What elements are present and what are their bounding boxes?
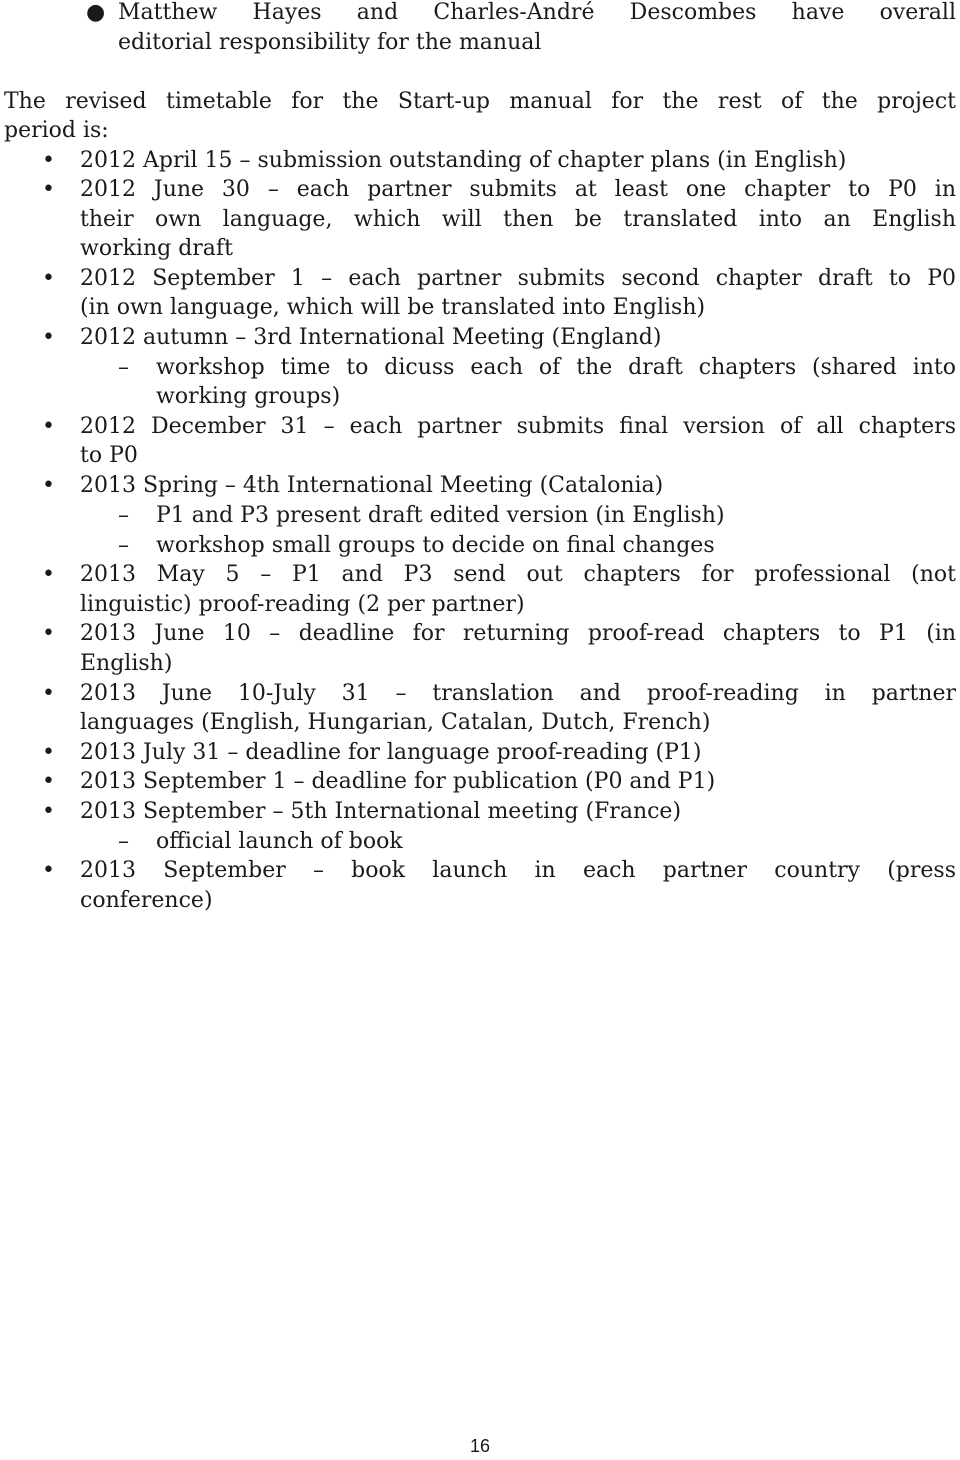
bullet-marker: • <box>42 621 55 646</box>
timetable-intro-paragraph: period is: <box>4 118 109 143</box>
timetable-item: 2012 September 1 – each partner submits second chapter draft to P0 <box>80 266 956 291</box>
timetable-item: conference) <box>80 888 213 913</box>
timetable-item: linguistic) proof-reading (2 per partner) <box>80 592 525 617</box>
bullet-marker: • <box>42 266 55 291</box>
timetable-sub-item: P1 and P3 present draft edited version (in English) <box>156 503 725 528</box>
page-number: 16 <box>469 1436 491 1456</box>
bullet-marker: • <box>42 325 55 350</box>
timetable-sub-item: workshop small groups to decide on final changes <box>156 533 715 558</box>
timetable-item: 2013 June 10-July 31 – translation and proof-reading in partner <box>80 681 956 706</box>
timetable-item: 2013 June 10 – deadline for returning proof-read chapters to P1 (in <box>80 621 956 646</box>
timetable-item: 2012 April 15 – submission outstanding of chapter plans (in English) <box>80 148 847 173</box>
editorial-responsibility-line: Matthew Hayes and Charles-André Descombes have overall <box>118 0 956 25</box>
bullet-marker: • <box>42 177 55 202</box>
timetable-item: 2013 May 5 – P1 and P3 send out chapters for professional (not <box>80 562 956 587</box>
timetable-item: their own language, which will then be translated into an English <box>80 207 956 232</box>
timetable-sub-item: workshop time to dicuss each of the draft chapters (shared into <box>156 355 956 380</box>
timetable-item: languages (English, Hungarian, Catalan, Dutch, French) <box>80 710 711 735</box>
bullet-marker: • <box>42 769 55 794</box>
bullet-marker: • <box>42 473 55 498</box>
bullet-marker: • <box>42 562 55 587</box>
bullet-marker: • <box>42 858 55 883</box>
sub-item-dash: – <box>118 829 129 854</box>
bullet-marker: • <box>42 148 55 173</box>
sub-item-dash: – <box>118 355 129 380</box>
timetable-sub-item: official launch of book <box>156 829 403 854</box>
timetable-item: 2013 July 31 – deadline for language proof-reading (P1) <box>80 740 702 765</box>
timetable-item: 2013 September 1 – deadline for publication (P0 and P1) <box>80 769 716 794</box>
bullet-marker: • <box>42 740 55 765</box>
sub-item-dash: – <box>118 533 129 558</box>
editorial-responsibility-line: editorial responsibility for the manual <box>118 30 542 55</box>
bullet-marker: • <box>42 681 55 706</box>
timetable-item: 2013 Spring – 4th International Meeting (Catalonia) <box>80 473 664 498</box>
timetable-item: 2012 autumn – 3rd International Meeting (England) <box>80 325 662 350</box>
timetable-item: (in own language, which will be translated into English) <box>80 295 706 320</box>
sub-item-dash: – <box>118 503 129 528</box>
timetable-item: 2012 December 31 – each partner submits final version of all chapters <box>80 414 956 439</box>
bullet-marker: • <box>42 799 55 824</box>
bullet-marker: • <box>42 414 55 439</box>
timetable-sub-item: working groups) <box>156 384 341 409</box>
bullet-marker: ● <box>86 0 106 25</box>
timetable-item: to P0 <box>80 443 138 468</box>
timetable-item: 2013 September – book launch in each partner country (press <box>80 858 956 883</box>
timetable-item: working draft <box>80 236 233 261</box>
timetable-item: 2012 June 30 – each partner submits at least one chapter to P0 in <box>80 177 956 202</box>
timetable-item: English) <box>80 651 173 676</box>
timetable-item: 2013 September – 5th International meeting (France) <box>80 799 682 824</box>
timetable-intro-paragraph: The revised timetable for the Start-up manual for the rest of the project <box>4 89 956 114</box>
